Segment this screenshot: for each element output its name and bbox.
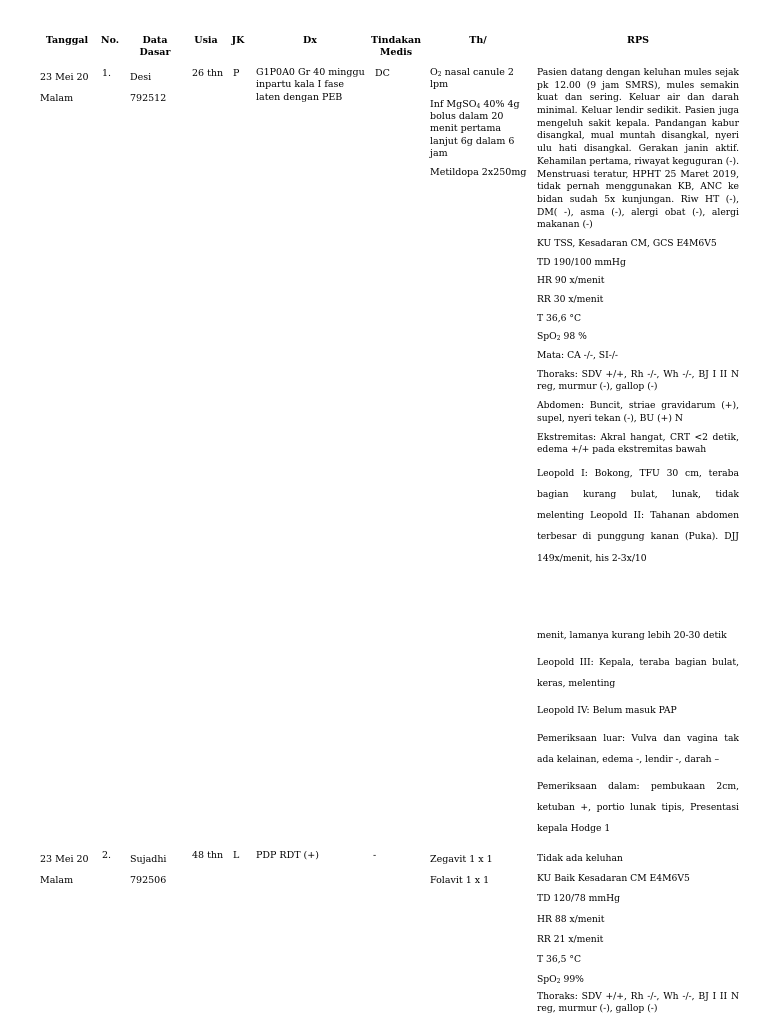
row1-th-oxygen-text: nasal canule 2 lpm xyxy=(430,67,514,91)
row1-th-infusion: Inf MgSO$_4$ 40% 4g bolus dalam 20 menit pertama lanjut 6g dalam 6 jam xyxy=(430,98,520,160)
row2-tanggal-shift: Malam xyxy=(40,875,74,887)
row2-usia: 48 thn xyxy=(192,850,224,861)
row2-th-folavit: Folavit 1 x 1 xyxy=(430,875,490,887)
rps-abdomen: Abdomen: Buncit, striae gravidarum (+), supel, nyeri tekan (-), BU (+) N xyxy=(537,400,739,424)
row1-rps xyxy=(537,67,739,575)
row2-rps-rr: RR 21 x/menit xyxy=(537,933,604,945)
row1-th-metildopa: Metildopa 2x250mg xyxy=(430,167,527,179)
header-data-dasar-line2: Dasar xyxy=(139,46,171,58)
row2-patient-name: Sujadhi xyxy=(130,854,167,865)
header-no: No. xyxy=(100,35,120,46)
row2-rps-keadaan-umum: KU Baik Kesadaran CM E4M6V5 xyxy=(537,873,690,885)
row2-th xyxy=(430,849,530,892)
row1-tanggal-date: 23 Mei 20 xyxy=(40,72,89,83)
rps-keadaan-umum: KU TSS, Kesadaran CM, GCS E4M6V5 xyxy=(537,237,717,249)
row2-rps-keluhan: Tidak ada keluhan xyxy=(537,853,623,864)
header-tanggal: Tanggal xyxy=(45,35,89,46)
row2-tindakan: - xyxy=(373,850,377,861)
row2-rps-hr: HR 88 x/menit xyxy=(537,913,605,925)
rps-pemeriksaan-luar: Pemeriksaan luar: Vulva dan vagina tak ada kelainan, edema -, lendir -, darah – xyxy=(537,732,739,765)
header-th: Th/ xyxy=(469,35,487,46)
row1-tanggal-shift: Malam xyxy=(40,93,74,105)
rps-pemeriksaan-dalam: Pemeriksaan dalam: pembukaan 2cm, ketuban +, portio lunak tipis, Presentasi kepala Hodge 1 xyxy=(537,780,739,835)
row2-rps xyxy=(537,849,739,1015)
header-tindakan-medis xyxy=(370,35,422,59)
header-data-dasar xyxy=(132,35,178,59)
row2-jk: L xyxy=(233,850,240,861)
row1-th xyxy=(430,67,530,187)
row1-patient-id: 792512 xyxy=(130,93,167,105)
rps-anamnesis: Pasien datang dengan keluhan mules sejak pk 12.00 (9 jam SMRS), mules semakin kuat dan sering. Keluar air dan darah minimal. Keluar lendir sedikit. Pasien juga mengeluh sakit kepala. Pandangan kabur disangkal, mual muntah disangkal, nyeri ulu hati disangkal. Gerakan janin aktif. Kehamilan pertama, riwayat keguguran (-). Menstruasi teratur, HPHT 25 Maret 2019, tidak pernah menggunakan KB, ANC ke bidan sudah 5x kunjungan. Riw HT (-), DM( -), asma (-), alergi obat (-), alergi makanan (-) xyxy=(537,67,739,231)
row2-th-zegavit: Zegavit 1 x 1 xyxy=(430,854,493,865)
rps-ekstremitas: Ekstremitas: Akral hangat, CRT <2 detik, edema +/+ pada ekstremitas bawah xyxy=(537,431,739,456)
header-data-dasar-line1: Data xyxy=(142,35,168,46)
header-rps: RPS xyxy=(627,35,649,46)
header-dx: Dx xyxy=(303,35,317,46)
row1-jk: P xyxy=(233,68,240,79)
rps-thoraks: Thoraks: SDV +/+, Rh -/-, Wh -/-, BJ I II N reg, murmur (-), gallop (-) xyxy=(537,368,739,393)
header-usia: Usia xyxy=(194,35,218,46)
rps-mata: Mata: CA -/-, SI-/- xyxy=(537,350,619,362)
row2-data-dasar xyxy=(130,849,188,892)
row2-dx: PDP RDT (+) xyxy=(256,850,319,861)
header-tindakan-line1: Tindakan xyxy=(370,35,422,46)
rps-temp: T 36,6 °C xyxy=(537,312,582,324)
rps-hr: HR 90 x/menit xyxy=(537,275,605,287)
header-jk: JK xyxy=(231,35,245,46)
row1-th-oxygen: $O_2$ nasal canule 2 lpm xyxy=(430,67,514,91)
row2-tanggal-date: 23 Mei 20 xyxy=(40,854,89,865)
row1-patient-name: Desi xyxy=(130,72,152,83)
rps-his-duration: menit, lamanya kurang lebih 20-30 detik xyxy=(537,630,727,641)
row2-rps-spo2: SpO$_2$ 99% xyxy=(537,974,584,986)
row1-dx: G1P0A0 Gr 40 minggu inpartu kala I fase laten dengan PEB xyxy=(256,67,365,103)
rps-leopold-3: Leopold III: Kepala, teraba bagian bulat, keras, melenting xyxy=(537,657,739,690)
row2-patient-id: 792506 xyxy=(130,875,167,887)
row1-tindakan: DC xyxy=(375,68,390,79)
row2-rps-temp: T 36,5 °C xyxy=(537,954,582,966)
row1-usia: 26 thn xyxy=(192,68,224,79)
row1-rps-continued xyxy=(537,625,739,845)
header-tindakan-line2: Medis xyxy=(379,46,413,58)
row2-rps-thoraks: Thoraks: SDV +/+, Rh -/-, Wh -/-, BJ I II N reg, murmur (-), gallop (-) xyxy=(537,990,739,1014)
rps-leopold-4: Leopold IV: Belum masuk PAP xyxy=(537,705,677,717)
row1-no: 1. xyxy=(102,68,112,79)
row2-rps-td: TD 120/78 mmHg xyxy=(537,893,620,905)
row1-tanggal xyxy=(40,67,100,110)
rps-leopold-1-2: Leopold I: Bokong, TFU 30 cm, teraba bagian kurang bulat, lunak, tidak melenting Leopold II: Tahanan abdomen terbesar di punggung kanan (Puka). DJJ 149x/menit, his 2-3x/10 xyxy=(537,467,739,564)
rps-rr: RR 30 x/menit xyxy=(537,294,604,305)
row1-data-dasar xyxy=(130,67,188,110)
rps-spo2: SpO$_2$ 98 % xyxy=(537,331,587,343)
row2-no: 2. xyxy=(102,850,112,861)
rps-td: TD 190/100 mmHg xyxy=(537,256,626,268)
row2-tanggal xyxy=(40,849,100,892)
